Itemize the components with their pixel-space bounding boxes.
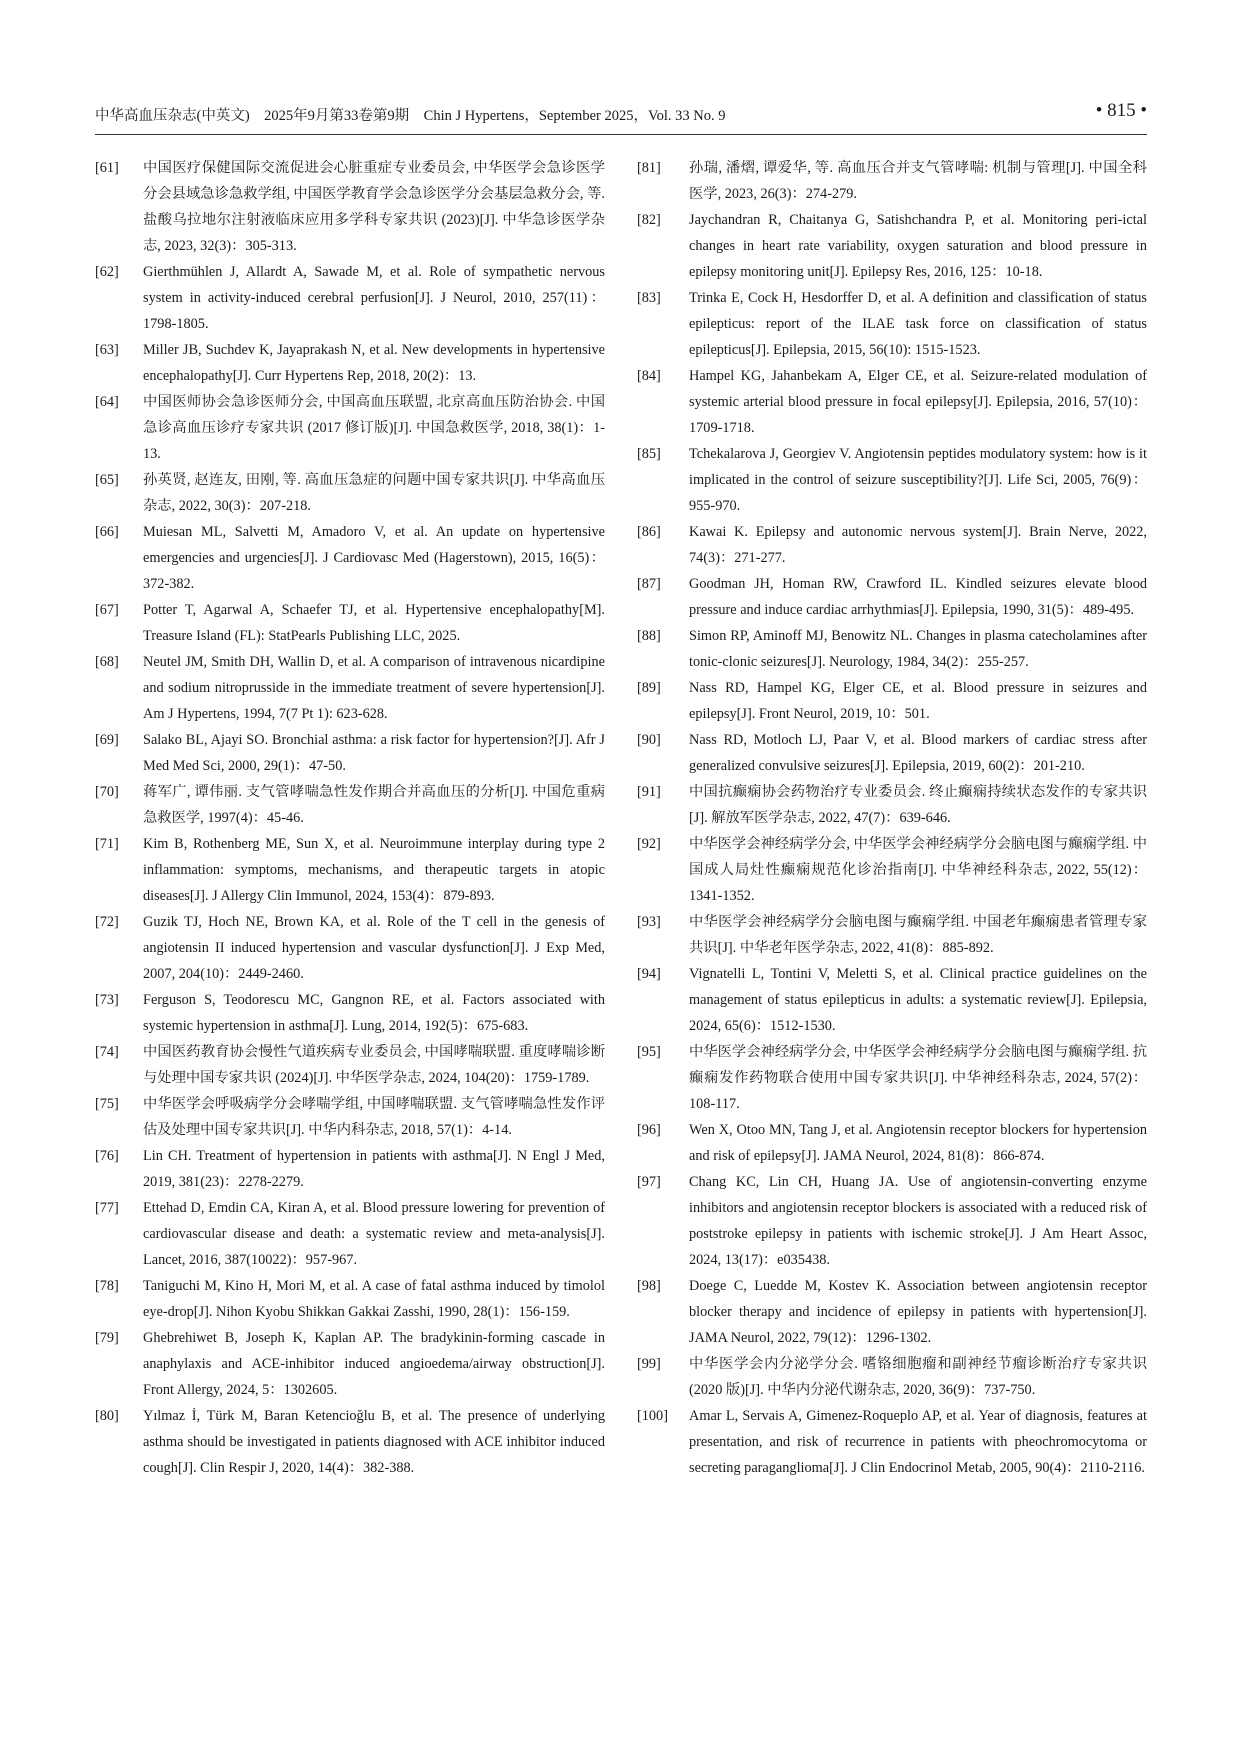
- reference-text: Taniguchi M, Kino H, Mori M, et al. A case of fatal asthma induced by timolol eye-drop[J]. Nihon Kyobu Shikkan Gakkai Zasshi, 1990, 28(1)：156-159.: [143, 1278, 605, 1320]
- references-column-right: [637, 155, 1147, 1481]
- reference-entry: [95, 1403, 605, 1481]
- reference-text: Ghebrehiwet B, Joseph K, Kaplan AP. The bradykinin-forming cascade in anaphylaxis and ACE-inhibitor induced angioedema/airway obstruction[J]. Front Allergy, 2024, 5：1302605.: [143, 1330, 605, 1398]
- reference-entry: [637, 779, 1147, 831]
- reference-entry: [637, 675, 1147, 727]
- reference-entry: [95, 987, 605, 1039]
- reference-entry: [637, 1351, 1147, 1403]
- reference-number: [94]: [637, 966, 661, 982]
- reference-entry: [637, 1403, 1147, 1481]
- reference-text: 中国医疗保健国际交流促进会心脏重症专业委员会, 中华医学会急诊医学分会县域急诊急救学组, 中国医学教育学会急诊医学分会基层急救分会, 等. 盐酸乌拉地尔注射液临床应用多学科专家共识 (2023)[J]. 中华急诊医学杂志, 2023, 32(3)：305-313.: [143, 160, 605, 254]
- reference-number: [82]: [637, 212, 661, 228]
- reference-entry: [95, 155, 605, 259]
- reference-entry: [637, 831, 1147, 909]
- reference-number: [85]: [637, 446, 661, 462]
- reference-text: 蒋军广, 谭伟丽. 支气管哮喘急性发作期合并高血压的分析[J]. 中国危重病急救医学, 1997(4)：45-46.: [143, 784, 605, 826]
- reference-entry: [95, 1039, 605, 1091]
- reference-entry: [95, 389, 605, 467]
- reference-text: Yılmaz İ, Türk M, Baran Ketencioğlu B, et al. The presence of underlying asthma should be investigated in patients diagnosed with ACE inhibitor induced cough[J]. Clin Respir J, 2020, 14(4)：382-388.: [143, 1408, 605, 1476]
- reference-text: Ferguson S, Teodorescu MC, Gangnon RE, et al. Factors associated with systemic hypertension in asthma[J]. Lung, 2014, 192(5)：675-683.: [143, 992, 605, 1034]
- reference-number: [96]: [637, 1122, 661, 1138]
- reference-number: [68]: [95, 654, 119, 670]
- reference-entry: [95, 1143, 605, 1195]
- reference-entry: [637, 519, 1147, 571]
- journal-citation: 中华高血压杂志(中英文) 2025年9月第33卷第9期 Chin J Hypertens，September 2025，Vol. 33 No. 9: [95, 108, 726, 124]
- reference-entry: [95, 1273, 605, 1325]
- reference-number: [99]: [637, 1356, 661, 1372]
- reference-entry: [95, 467, 605, 519]
- reference-number: [72]: [95, 914, 119, 930]
- reference-entry: [637, 1117, 1147, 1169]
- reference-number: [69]: [95, 732, 119, 748]
- reference-entry: [637, 155, 1147, 207]
- reference-entry: [95, 337, 605, 389]
- reference-text: Goodman JH, Homan RW, Crawford IL. Kindled seizures elevate blood pressure and induce cardiac arrhythmias[J]. Epilepsia, 1990, 31(5)：489-495.: [689, 576, 1147, 618]
- reference-text: Simon RP, Aminoff MJ, Benowitz NL. Changes in plasma catecholamines after tonic-clonic seizures[J]. Neurology, 1984, 34(2)：255-257.: [689, 628, 1147, 670]
- reference-number: [98]: [637, 1278, 661, 1294]
- reference-text: 孙英贤, 赵连友, 田刚, 等. 高血压急症的问题中国专家共识[J]. 中华高血压杂志, 2022, 30(3)：207-218.: [143, 472, 605, 514]
- reference-text: Lin CH. Treatment of hypertension in patients with asthma[J]. N Engl J Med, 2019, 381(23)：2278-2279.: [143, 1148, 605, 1190]
- page-number: • 815 •: [1095, 100, 1147, 121]
- reference-text: Vignatelli L, Tontini V, Meletti S, et al. Clinical practice guidelines on the management of status epilepticus in adults: a systematic review[J]. Epilepsia, 2024, 65(6)：1512-1530.: [689, 966, 1147, 1034]
- reference-number: [79]: [95, 1330, 119, 1346]
- reference-text: 中国抗癫痫协会药物治疗专业委员会. 终止癫痫持续状态发作的专家共识[J]. 解放军医学杂志, 2022, 47(7)：639-646.: [689, 784, 1147, 826]
- reference-number: [78]: [95, 1278, 119, 1294]
- reference-entry: [95, 909, 605, 987]
- reference-text: Ettehad D, Emdin CA, Kiran A, et al. Blood pressure lowering for prevention of cardiovascular disease and death: a systematic review and meta-analysis[J]. Lancet, 2016, 387(10022)：957-967.: [143, 1200, 605, 1268]
- reference-entry: [95, 779, 605, 831]
- reference-number: [95]: [637, 1044, 661, 1060]
- reference-text: Kawai K. Epilepsy and autonomic nervous system[J]. Brain Nerve, 2022, 74(3)：271-277.: [689, 524, 1147, 566]
- reference-entry: [637, 623, 1147, 675]
- reference-text: Neutel JM, Smith DH, Wallin D, et al. A comparison of intravenous nicardipine and sodium nitroprusside in the immediate treatment of severe hypertension[J]. Am J Hypertens, 1994, 7(7 Pt 1): 623-628.: [143, 654, 605, 722]
- reference-number: [74]: [95, 1044, 119, 1060]
- reference-number: [92]: [637, 836, 661, 852]
- reference-entry: [637, 727, 1147, 779]
- reference-text: Nass RD, Motloch LJ, Paar V, et al. Blood markers of cardiac stress after generalized convulsive seizures[J]. Epilepsia, 2019, 60(2)：201-210.: [689, 732, 1147, 774]
- reference-text: Kim B, Rothenberg ME, Sun X, et al. Neuroimmune interplay during type 2 inflammation: symptoms, mechanisms, and therapeutic targets in atopic diseases[J]. J Allergy Clin Immunol, 2024, 153(4)：879-893.: [143, 836, 605, 904]
- reference-number: [88]: [637, 628, 661, 644]
- reference-text: Guzik TJ, Hoch NE, Brown KA, et al. Role of the T cell in the genesis of angiotensin II induced hypertension and vascular dysfunction[J]. J Exp Med, 2007, 204(10)：2449-2460.: [143, 914, 605, 982]
- reference-text: Muiesan ML, Salvetti M, Amadoro V, et al. An update on hypertensive emergencies and urgencies[J]. J Cardiovasc Med (Hagerstown), 2015, 16(5)：372-382.: [143, 524, 605, 592]
- reference-number: [83]: [637, 290, 661, 306]
- reference-entry: [637, 441, 1147, 519]
- reference-entry: [95, 1195, 605, 1273]
- reference-number: [81]: [637, 160, 661, 176]
- reference-number: [100]: [637, 1408, 668, 1424]
- reference-text: Doege C, Luedde M, Kostev K. Association between angiotensin receptor blocker therapy and incidence of epilepsy in patients with hypertension[J]. JAMA Neurol, 2022, 79(12)：1296-1302.: [689, 1278, 1147, 1346]
- reference-entry: [637, 961, 1147, 1039]
- reference-entry: [95, 1325, 605, 1403]
- reference-text: 中华医学会内分泌学分会. 嗜铬细胞瘤和副神经节瘤诊断治疗专家共识 (2020 版)[J]. 中华内分泌代谢杂志, 2020, 36(9)：737-750.: [689, 1356, 1147, 1398]
- reference-text: 孙瑞, 潘熠, 谭爱华, 等. 高血压合并支气管哮喘: 机制与管理[J]. 中国全科医学, 2023, 26(3)：274-279.: [689, 160, 1147, 202]
- reference-text: Trinka E, Cock H, Hesdorffer D, et al. A definition and classification of status epilepticus: report of the ILAE task force on classification of status epilepticus[J]. Epilepsia, 2015, 56(10): 1515-1523.: [689, 290, 1147, 358]
- reference-number: [65]: [95, 472, 119, 488]
- reference-entry: [95, 727, 605, 779]
- reference-entry: [95, 597, 605, 649]
- reference-number: [70]: [95, 784, 119, 800]
- reference-number: [64]: [95, 394, 119, 410]
- reference-entry: [637, 1273, 1147, 1351]
- reference-number: [91]: [637, 784, 661, 800]
- reference-number: [67]: [95, 602, 119, 618]
- reference-entry: [637, 909, 1147, 961]
- reference-number: [93]: [637, 914, 661, 930]
- reference-text: Tchekalarova J, Georgiev V. Angiotensin peptides modulatory system: how is it implicated in the control of seizure susceptibility?[J]. Life Sci, 2005, 76(9)：955-970.: [689, 446, 1147, 514]
- reference-text: Nass RD, Hampel KG, Elger CE, et al. Blood pressure in seizures and epilepsy[J]. Front Neurol, 2019, 10：501.: [689, 680, 1147, 722]
- reference-text: 中国医药教育协会慢性气道疾病专业委员会, 中国哮喘联盟. 重度哮喘诊断与处理中国专家共识 (2024)[J]. 中华医学杂志, 2024, 104(20)：1759-1789.: [143, 1044, 605, 1086]
- reference-text: 中国医师协会急诊医师分会, 中国高血压联盟, 北京高血压防治协会. 中国急诊高血压诊疗专家共识 (2017 修订版)[J]. 中国急救医学, 2018, 38(1)：1-13.: [143, 394, 605, 462]
- reference-number: [63]: [95, 342, 119, 358]
- reference-number: [87]: [637, 576, 661, 592]
- reference-text: Miller JB, Suchdev K, Jayaprakash N, et al. New developments in hypertensive encephalopathy[J]. Curr Hypertens Rep, 2018, 20(2)：13.: [143, 342, 605, 384]
- reference-entry: [637, 571, 1147, 623]
- reference-text: Hampel KG, Jahanbekam A, Elger CE, et al. Seizure-related modulation of systemic arterial blood pressure in focal epilepsy[J]. Epilepsia, 2016, 57(10)：1709-1718.: [689, 368, 1147, 436]
- reference-text: Amar L, Servais A, Gimenez-Roqueplo AP, et al. Year of diagnosis, features at presentation, and risk of recurrence in patients with pheochromocytoma or secreting paraganglioma[J]. J Clin Endocrinol Metab, 2005, 90(4)：2110-2116.: [689, 1408, 1147, 1476]
- reference-entry: [95, 831, 605, 909]
- reference-text: 中华医学会神经病学分会脑电图与癫痫学组. 中国老年癫痫患者管理专家共识[J]. 中华老年医学杂志, 2022, 41(8)：885-892.: [689, 914, 1147, 956]
- reference-number: [62]: [95, 264, 119, 280]
- reference-number: [90]: [637, 732, 661, 748]
- reference-number: [61]: [95, 160, 119, 176]
- reference-number: [86]: [637, 524, 661, 540]
- reference-entry: [637, 1169, 1147, 1273]
- reference-text: 中华医学会神经病学分会, 中华医学会神经病学分会脑电图与癫痫学组. 中国成人局灶性癫痫规范化诊治指南[J]. 中华神经科杂志, 2022, 55(12)：1341-1352.: [689, 836, 1147, 904]
- reference-text: Jaychandran R, Chaitanya G, Satishchandra P, et al. Monitoring peri-ictal changes in heart rate variability, oxygen saturation and blood pressure in epilepsy monitoring unit[J]. Epilepsy Res, 2016, 125：10-18.: [689, 212, 1147, 280]
- reference-number: [80]: [95, 1408, 119, 1424]
- running-header: [95, 100, 1147, 135]
- reference-text: Potter T, Agarwal A, Schaefer TJ, et al. Hypertensive encephalopathy[M]. Treasure Island (FL): StatPearls Publishing LLC, 2025.: [143, 602, 605, 644]
- reference-number: [73]: [95, 992, 119, 1008]
- references-column-left: [95, 155, 605, 1481]
- reference-number: [75]: [95, 1096, 119, 1112]
- reference-entry: [95, 519, 605, 597]
- reference-text: 中华医学会呼吸病学分会哮喘学组, 中国哮喘联盟. 支气管哮喘急性发作评估及处理中国专家共识[J]. 中华内科杂志, 2018, 57(1)：4-14.: [143, 1096, 605, 1138]
- reference-text: 中华医学会神经病学分会, 中华医学会神经病学分会脑电图与癫痫学组. 抗癫痫发作药物联合使用中国专家共识[J]. 中华神经科杂志, 2024, 57(2)：108-117.: [689, 1044, 1147, 1112]
- reference-entry: [95, 259, 605, 337]
- reference-text: Wen X, Otoo MN, Tang J, et al. Angiotensin receptor blockers for hypertension and risk of epilepsy[J]. JAMA Neurol, 2024, 81(8)：866-874.: [689, 1122, 1147, 1164]
- reference-entry: [95, 1091, 605, 1143]
- reference-entry: [637, 1039, 1147, 1117]
- reference-number: [84]: [637, 368, 661, 384]
- reference-entry: [637, 207, 1147, 285]
- reference-number: [77]: [95, 1200, 119, 1216]
- reference-number: [66]: [95, 524, 119, 540]
- reference-entry: [95, 649, 605, 727]
- reference-text: Salako BL, Ajayi SO. Bronchial asthma: a risk factor for hypertension?[J]. Afr J Med Med Sci, 2000, 29(1)：47-50.: [143, 732, 605, 774]
- reference-text: Chang KC, Lin CH, Huang JA. Use of angiotensin-converting enzyme inhibitors and angiotensin receptor blockers is associated with a reduced risk of poststroke epilepsy in patients with ischemic stroke[J]. J Am Heart Assoc, 2024, 13(17)：e035438.: [689, 1174, 1147, 1268]
- reference-number: [76]: [95, 1148, 119, 1164]
- reference-number: [89]: [637, 680, 661, 696]
- reference-entry: [637, 363, 1147, 441]
- reference-number: [97]: [637, 1174, 661, 1190]
- reference-number: [71]: [95, 836, 119, 852]
- reference-entry: [637, 285, 1147, 363]
- reference-text: Gierthmühlen J, Allardt A, Sawade M, et al. Role of sympathetic nervous system in activity-induced cerebral perfusion[J]. J Neurol, 2010, 257(11)：1798-1805.: [143, 264, 605, 332]
